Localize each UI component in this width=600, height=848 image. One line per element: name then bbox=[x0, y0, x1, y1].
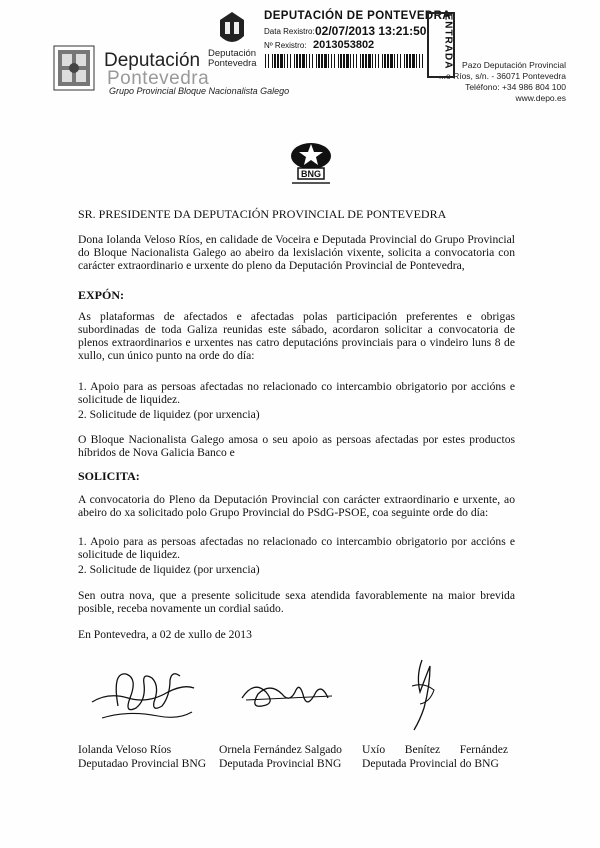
entrada-label: ENTRADA bbox=[442, 13, 454, 70]
website-line: www.depo.es bbox=[515, 93, 566, 103]
brand-name: Deputación bbox=[104, 50, 201, 71]
phone-line: Teléfono: +34 986 804 100 bbox=[465, 82, 566, 92]
signature-2 bbox=[236, 672, 336, 716]
signatory-role: Deputada Provincial BNG bbox=[219, 757, 342, 770]
expon-item-2: 2. Solicitude de liquidez (por urxencia) bbox=[78, 408, 260, 421]
signatory-role: Deputada Provincial do BNG bbox=[362, 757, 499, 770]
stamp-department-label: Deputación Pontevedra bbox=[208, 48, 257, 69]
expon-paragraph: As plataformas de afectados e afectadas polas participación preferentes e obrigas subordinadas de toda Galiza reunidas este sábado, acordaron solicitar a convocatoria de plenos extraordinarios e urxentes nas catro deputacións provinciais para o vindeiro luns 8 de xullo, cun único punto na orde do día: bbox=[78, 310, 515, 362]
registry-number: 2013053802 bbox=[313, 39, 375, 51]
recipient-heading: SR. PRESIDENTE DA DEPUTACIÓN PROVINCIAL DE PONTEVEDRA bbox=[78, 207, 447, 221]
registry-number-label: Nº Rexistro: bbox=[264, 41, 307, 50]
solicita-item-2: 2. Solicitude de liquidez (por urxencia) bbox=[78, 563, 260, 576]
closing-paragraph: Sen outra nova, que a presente solicitude sexa atendida favorablemente na maior brevida posible, receba novamente un cordial saúdo. bbox=[78, 589, 515, 615]
expon-item-1: 1. Apoio para as persoas afectadas no relacionado co intercambio obrigatorio por accións e solicitude de liquidez. bbox=[78, 380, 515, 406]
registry-date-label: Data Rexistro: bbox=[264, 27, 315, 36]
svg-text:BNG: BNG bbox=[301, 169, 321, 179]
solicita-item-1: 1. Apoio para as persoas afectadas no relacionado co intercambio obrigatorio por accións e solicitude de liquidez. bbox=[78, 535, 515, 561]
signature-3 bbox=[400, 656, 444, 736]
signatory-3 bbox=[362, 743, 508, 771]
signatory-name: Iolanda Veloso Ríos bbox=[78, 743, 172, 756]
solicita-heading: SOLICITA: bbox=[78, 469, 140, 483]
expon-heading: EXPÓN: bbox=[78, 288, 124, 302]
signatory-name: Uxío Benítez Fernández bbox=[362, 743, 508, 756]
signatory-1 bbox=[78, 743, 206, 771]
signatory-name: Ornela Fernández Salgado bbox=[219, 743, 342, 756]
brand-subtitle: Pontevedra bbox=[107, 68, 210, 89]
place-and-date: En Pontevedra, a 02 de xullo de 2013 bbox=[78, 628, 252, 641]
stamp-title: DEPUTACIÓN DE PONTEVEDRA bbox=[264, 10, 452, 22]
intro-paragraph: Dona Iolanda Veloso Ríos, en calidade de Voceira e Deputada Provincial do Grupo Provincial do Bloque Nacionalista Galego ao abeiro da lexislación vixente, solicita a convocatoria con carácter extraordinario e urxente do pleno da Deputación Provincial de Pontevedra, bbox=[78, 233, 515, 272]
solicita-paragraph: A convocatoria do Pleno da Deputación Provincial con carácter extraordinario e urxente, ao abeiro do xa solicitado polo Grupo Provincial do PSdG-PSOE, coa seguinte orde do día: bbox=[78, 493, 515, 519]
group-name: Grupo Provincial Bloque Nacionalista Galego bbox=[109, 86, 290, 96]
deputacion-coat-of-arms-logo bbox=[52, 44, 96, 92]
barcode-icon bbox=[265, 54, 425, 68]
bng-party-logo bbox=[282, 138, 340, 188]
address-line: ...o Ríos, s/n. - 36071 Pontevedra bbox=[438, 71, 566, 81]
bloque-paragraph: O Bloque Nacionalista Galego amosa o seu apoio as persoas afectadas por estes productos híbridos de Nova Galicia Banco e bbox=[78, 433, 515, 459]
registry-date: 02/07/2013 13:21:50 bbox=[315, 24, 427, 38]
signatory-role: Deputadao Provincial BNG bbox=[78, 757, 207, 770]
signature-1 bbox=[88, 662, 198, 728]
address-line: Pazo Deputación Provincial bbox=[462, 60, 566, 70]
signatory-2 bbox=[219, 743, 342, 771]
stamp-crest-icon bbox=[214, 10, 250, 48]
